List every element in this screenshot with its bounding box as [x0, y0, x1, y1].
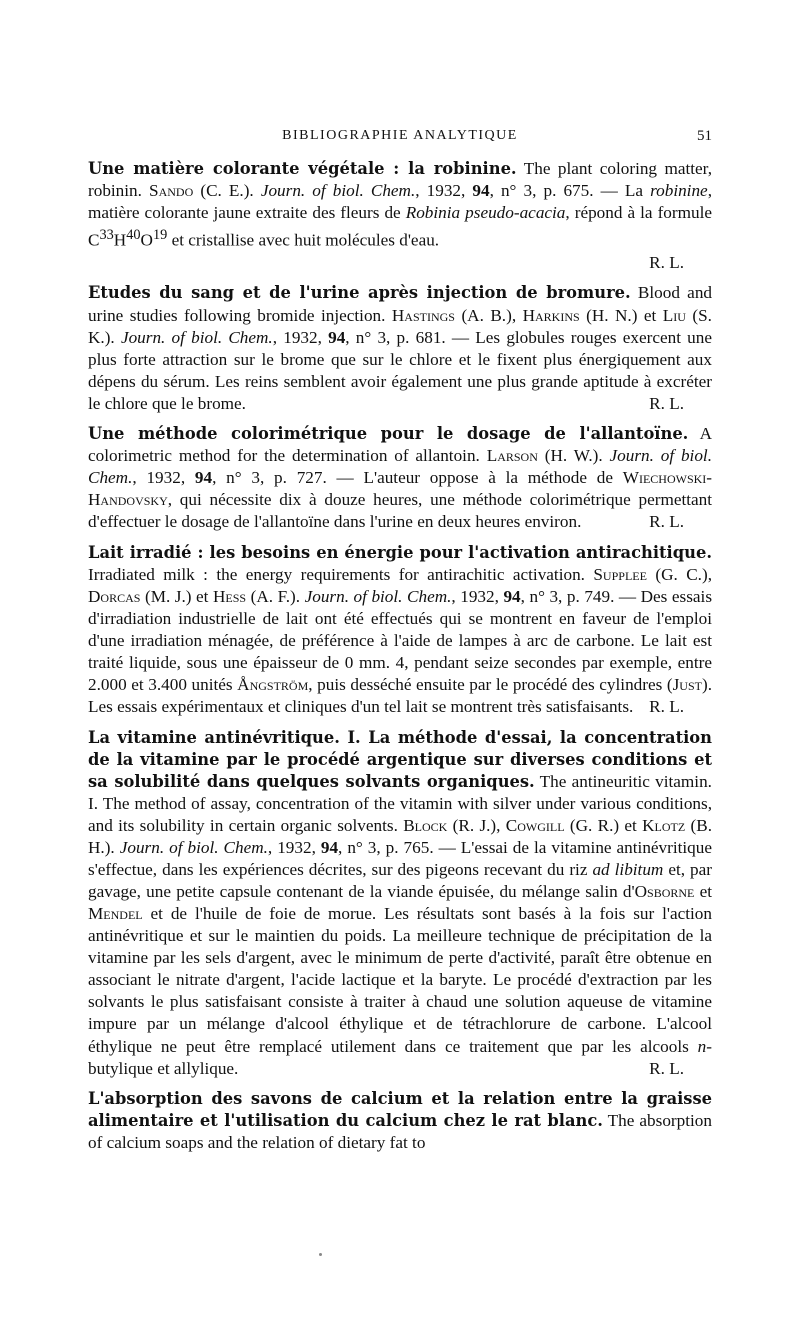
author-name: Larson: [486, 446, 538, 466]
entry-text: [88, 727, 712, 1080]
entry-text-run: , n° 3, p. 765. — L'essai de la vitamine antinévritique s'effectue, dans les expériences décrites, sur des pigeons recevant du riz: [88, 838, 712, 880]
author-name: Osborne: [634, 882, 695, 902]
entry-text-run: The plant coloring matter, robinin.: [88, 159, 712, 201]
entry-text-run: (S. K.).: [88, 305, 712, 347]
author-name: Mendel: [88, 904, 143, 924]
volume-number: 94: [320, 838, 339, 858]
volume-number: 94: [194, 468, 213, 488]
entry-text-run: et, par gavage, une petite capsule contenant de la viande épuisée, du mélange salin d': [88, 860, 712, 902]
author-name: Harkins: [522, 305, 580, 325]
entry-text-run: The antineuritic vitamin. I. The method of assay, concentration of the vitamin with silver under various conditions, and its solubility in certain organic solvents.: [88, 771, 712, 836]
author-name: Hastings: [391, 305, 455, 325]
author-name: Just: [672, 675, 702, 695]
entry-text-run: et de l'huile de foie de morue. Les résultats sont basés à la fois sur l'action antinévritique et sur le maintien du poids. La meilleure technique de précipitation de la vitamine par les sels d'argent, avec le minimum de perte d'activité, paraît être obtenue en associant le nitrate d'argent, l'acide lactique et la baryte. Le procédé d'extraction par les solvants le plus satisfaisant consiste à traiter à chaud une solution aqueuse de vitamine impure par un mélange d'alcool éthylique et de tétrachlorure de carbone. L'alcool éthylique ne peut être remplacé utilement dans ce traitement que par les alcools: [88, 904, 712, 1056]
journal-name: Journ. of biol. Chem.: [119, 838, 268, 858]
entry-text-run: , matière colorante jaune extraite des fleurs de: [88, 181, 712, 223]
author-name: Sando: [149, 181, 194, 201]
entry-title: Etudes du sang et de l'urine après injection de bromure.: [88, 283, 631, 303]
bibliography-entry-lait-irradie: [88, 542, 712, 718]
author-name: Klotz: [642, 816, 686, 836]
entry-title: L'absorption des savons de calcium et la relation entre la graisse alimentaire et l'utilisation du calcium chez le rat blanc.: [88, 1089, 712, 1131]
entry-text: [88, 282, 712, 414]
running-head: BIBLIOGRAPHIE ANALYTIQUE: [282, 128, 518, 143]
entry-text-run: (G. R.) et: [564, 816, 643, 836]
print-speck: [319, 1253, 322, 1256]
entry-text-run: (H. W.).: [537, 446, 610, 466]
bibliography-entry-allantoine: [88, 423, 712, 533]
entry-text-run: et: [694, 882, 713, 902]
bibliography-content: [88, 158, 712, 1163]
entry-title: La vitamine antinévritique. I. La méthode d'essai, la concentration de la vitamine par le procédé argentique sur diverses conditions et sa solubilité dans quelques solvants organiques.: [88, 727, 712, 791]
entry-text-run: , qui nécessite dix à douze heures, une méthode colorimétrique permettant d'effectuer le dosage de l'allantoïne dans l'urine en deux heures environ.: [88, 490, 712, 532]
formula-subscript: 19: [152, 227, 168, 244]
entry-text-run: , 1932,: [267, 838, 321, 858]
journal-name: Journ. of biol. Chem.: [88, 446, 712, 488]
italic-term: n: [697, 1036, 707, 1056]
italic-term: robinine: [650, 181, 708, 201]
italic-term: ad libitum: [592, 860, 664, 880]
entry-text-run: , 1932,: [451, 587, 504, 607]
page-header: [88, 128, 712, 150]
entry-text-run: (G. C.),: [646, 565, 712, 585]
entry-signature: R. L.: [649, 1058, 684, 1078]
entry-text-run: (M. J.) et: [140, 587, 213, 607]
entry-text: [88, 158, 712, 252]
page-number: 51: [697, 128, 712, 144]
journal-name: Journ. of biol. Chem.: [260, 181, 416, 201]
entry-text: [88, 542, 712, 718]
entry-title: Une matière colorante végétale : la robinine.: [88, 159, 517, 178]
author-name: Supplee: [593, 565, 647, 585]
entry-text-run: H: [113, 230, 127, 250]
author-name: Liu: [662, 305, 686, 325]
author-name: Dorcas: [88, 587, 141, 607]
bibliography-entry-calcium: [88, 1088, 712, 1154]
bibliography-entry-vitamine: [88, 727, 712, 1080]
entry-text-run: (H. N.) et: [579, 305, 663, 325]
formula-subscript: 40: [126, 227, 141, 244]
entry-title: Une méthode colorimétrique pour le dosage de l'allantoïne.: [88, 424, 689, 444]
journal-name: Journ. of biol. Chem.: [304, 587, 452, 607]
author-name: Ångström: [237, 675, 309, 695]
author-name: Cowgill: [505, 816, 565, 836]
entry-text: [88, 1088, 712, 1154]
entry-text-run: -butylique et allylique.: [88, 1036, 712, 1078]
entry-signature: R. L.: [649, 393, 684, 413]
entry-text-run: The absorption of calcium soaps and the relation of dietary fat to: [88, 1111, 712, 1153]
entry-text-run: , puis desséché ensuite par le procédé des cylindres (: [308, 675, 673, 695]
entry-text-run: Blood and urine studies following bromide injection.: [88, 283, 712, 325]
author-name: Wiechowski-Handovsky: [88, 468, 713, 510]
formula-subscript: 33: [99, 227, 114, 244]
entry-text-run: , n° 3, p. 675. — La: [489, 181, 651, 201]
entry-text-run: , 1932,: [415, 181, 473, 201]
entry-signature: R. L.: [649, 697, 684, 717]
entry-text-run: , n° 3, p. 749. — Des essais d'irradiation industrielle de lait ont été effectués qui se montrent en faveur de l'emploi d'une irradiation ménagée, de préférence à l'aide de lampes à arc de carbone. Le lait est traité liquide, sous une épaisseur de 0 mm. 4, pendant seize secondes par exemple, entre 2.000 et 3.400 unités: [88, 587, 713, 695]
author-name: Block: [403, 816, 448, 836]
volume-number: 94: [472, 181, 490, 201]
entry-text-run: A colorimetric method for the determination of allantoin.: [88, 424, 712, 466]
entry-text-run: O: [140, 230, 153, 250]
bibliography-entry-bromure: [88, 282, 712, 414]
entry-text-run: , n° 3, p. 681. — Les globules rouges exercent une plus forte attraction sur le brome que sur le chlore et le fixent plus énergiquement aux dépens du sérum. Les reins semblent avoir également une plus grande aptitude à excréter le chlore que le brome.: [88, 327, 712, 413]
entry-title: Lait irradié : les besoins en énergie pour l'activation antirachitique.: [88, 542, 712, 562]
entry-signature: R. L.: [649, 252, 684, 272]
entry-text-run: ). Les essais expérimentaux et cliniques d'un tel lait se montrent très satisfaisants.: [88, 675, 712, 717]
entry-text-run: , 1932,: [132, 468, 195, 488]
entry-text-run: , répond à la formule C: [88, 203, 712, 250]
entry-text-run: Irradiated milk : the energy requirements for antirachitic activation.: [88, 565, 594, 585]
journal-name: Journ. of biol. Chem.: [120, 327, 273, 347]
volume-number: 94: [328, 327, 346, 347]
volume-number: 94: [503, 587, 521, 607]
entry-text-run: et cristallise avec huit molécules d'eau.: [167, 230, 440, 250]
entry-text-run: (R. J.),: [447, 816, 506, 836]
entry-text-run: , 1932,: [272, 327, 329, 347]
entry-text-run: (B. H.).: [88, 816, 713, 858]
entry-signature: R. L.: [649, 512, 684, 532]
entry-text-run: , n° 3, p. 727. — L'auteur oppose à la méthode de: [212, 468, 623, 488]
bibliography-entry-robinine: [88, 158, 712, 274]
author-name: Hess: [212, 587, 247, 607]
entry-text-run: (C. E.).: [193, 181, 261, 201]
species-name: Robinia pseudo-acacia: [405, 203, 566, 223]
entry-text-run: (A. B.),: [454, 305, 523, 325]
entry-text-run: (A. F.).: [246, 587, 305, 607]
entry-text: [88, 423, 712, 533]
